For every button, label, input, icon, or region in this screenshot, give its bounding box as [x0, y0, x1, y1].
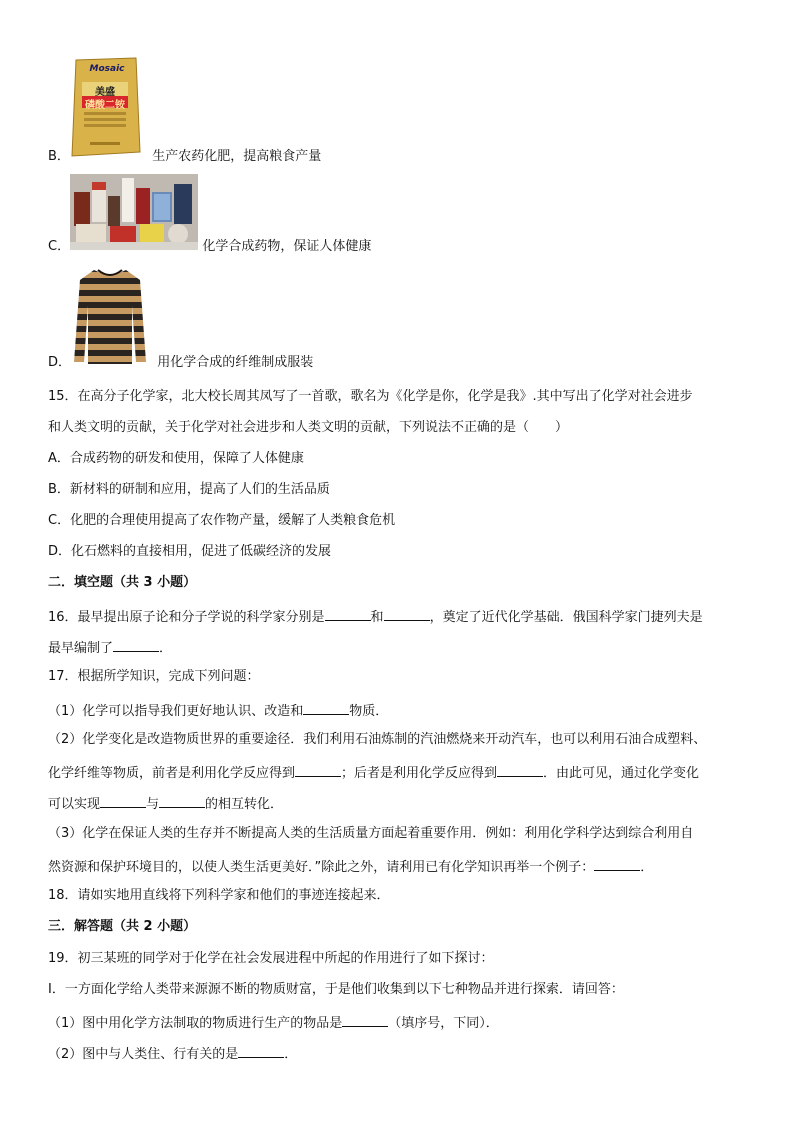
option-d-letter: D．	[48, 355, 72, 370]
q15-stem-line1: 15．在高分子化学家，北大校长周其凤写了一首歌，歌名为《化学是你，化学是我》.其中写出了化学对社会进步	[48, 389, 693, 404]
q17-sub3-text-b: ．	[640, 860, 654, 875]
q19-blank-2[interactable]	[238, 1043, 284, 1058]
q19-sub2-text-b: ．	[284, 1047, 298, 1062]
fertilizer-brand-cn: 美盛	[95, 87, 115, 98]
q15-option-b: B．新材料的研制和应用，提高了人们的生活品质	[48, 482, 330, 497]
q17-sub3-text-a: 然资源和保护环境目的，以使人类生活更美好．”除此之外，请利用已有化学知识再举一个例子：	[48, 860, 595, 875]
q16-text-1: 16．最早提出原子论和分子学说的科学家分别是	[48, 610, 325, 625]
q17-blank-5[interactable]	[159, 793, 205, 808]
q17-sub1-text-a: （1）化学可以指导我们更好地认识、改造和	[48, 704, 304, 719]
q19-sub1-text-b: （填序号，下同）．	[388, 1016, 499, 1031]
option-c-letter: C．	[48, 239, 71, 254]
option-b-text: 生产农药化肥，提高粮食产量	[152, 149, 322, 164]
q17-sub2-text-c: ．由此可见，通过化学变化	[543, 766, 700, 781]
q17-blank-3[interactable]	[497, 762, 543, 777]
q19-part1: Ⅰ．一方面化学给人类带来源源不断的物质财富，于是他们收集到以下七种物品并进行探索．请回答：	[48, 982, 624, 997]
q17-sub2-text-e: 与	[146, 797, 160, 812]
option-c-text: 化学合成药物，保证人体健康	[202, 239, 372, 254]
q17-blank-6[interactable]	[594, 856, 640, 871]
option-d	[48, 354, 313, 372]
q17-blank-4[interactable]	[100, 793, 146, 808]
q19-sub1-text-a: （1）图中用化学方法制取的物质进行生产的物品是	[48, 1016, 343, 1031]
section-3-title: 三．解答题（共 2 小题）	[48, 919, 197, 934]
q17-sub2-text-b: ；后者是利用化学反应得到	[341, 766, 498, 781]
option-b-letter: B．	[48, 149, 70, 164]
q19-sub1	[48, 1012, 499, 1033]
q18-text: 18．请如实地用直线将下列科学家和他们的事迹连接起来．	[48, 888, 390, 903]
q17-blank-2[interactable]	[295, 762, 341, 777]
q16-text-3: ，奠定了近代化学基础．俄国科学家门捷列夫是	[429, 610, 703, 625]
option-d-text: 用化学合成的纤维制成服装	[157, 355, 314, 370]
q15-option-c: C．化肥的合理使用提高了农作物产量，缓解了人类粮食危机	[48, 513, 396, 528]
option-c	[48, 238, 371, 256]
q19-sub2	[48, 1043, 297, 1064]
q17-sub1-text-b: 物质．	[349, 704, 389, 719]
q17-sub2-text-a: 化学纤维等物质，前者是利用化学反应得到	[48, 766, 296, 781]
q19-blank-1[interactable]	[342, 1012, 388, 1027]
q17-sub3-line2	[48, 856, 653, 877]
q16-text-5: ．	[159, 641, 173, 656]
fertilizer-bag-image	[70, 56, 142, 160]
q17-sub2-line2	[48, 762, 699, 783]
q17-sub3-line1: （3）化学在保证人类的生存并不断提高人类的生活质量方面起着重要作用．例如：利用化学科学达到综合利用自	[48, 826, 694, 841]
q17-blank-1[interactable]	[303, 700, 349, 715]
q16-line2	[48, 637, 172, 658]
q19-title: 19．初三某班的同学对于化学在社会发展进程中所起的作用进行了如下探讨：	[48, 951, 494, 966]
q15-option-d: D．化石燃料的直接相用，促进了低碳经济的发展	[48, 544, 332, 559]
q16-blank-1[interactable]	[325, 606, 371, 621]
q16-blank-2[interactable]	[384, 606, 430, 621]
q19-sub2-text-a: （2）图中与人类住、行有关的是	[48, 1047, 239, 1062]
q16-text-4: 最早编制了	[48, 641, 114, 656]
q17-sub2-line1: （2）化学变化是改造物质世界的重要途径．我们利用石油炼制的汽油燃烧来开动汽车，也可以利用石油合成塑料、	[48, 732, 707, 747]
section-2-title: 二．填空题（共 3 小题）	[48, 575, 197, 590]
q16-line1	[48, 606, 703, 627]
q17-title: 17．根据所学知识，完成下列问题：	[48, 669, 260, 684]
q15-stem-line2: 和人类文明的贡献，关于化学对社会进步和人类文明的贡献，下列说法不正确的是（ ）	[48, 420, 569, 435]
fertilizer-name-text: 磷酸二铵	[85, 100, 125, 111]
q17-sub2-text-d: 可以实现	[48, 797, 101, 812]
q15-option-a: A．合成药物的研发和使用，保障了人体健康	[48, 451, 304, 466]
q16-blank-3[interactable]	[113, 637, 159, 652]
q17-sub2-text-f: 的相互转化．	[205, 797, 284, 812]
q16-text-2: 和	[370, 610, 384, 625]
option-b	[48, 148, 321, 166]
fertilizer-brand-text: Mosaic	[89, 64, 125, 74]
q17-sub1	[48, 700, 388, 721]
q17-sub2-line3	[48, 793, 283, 814]
